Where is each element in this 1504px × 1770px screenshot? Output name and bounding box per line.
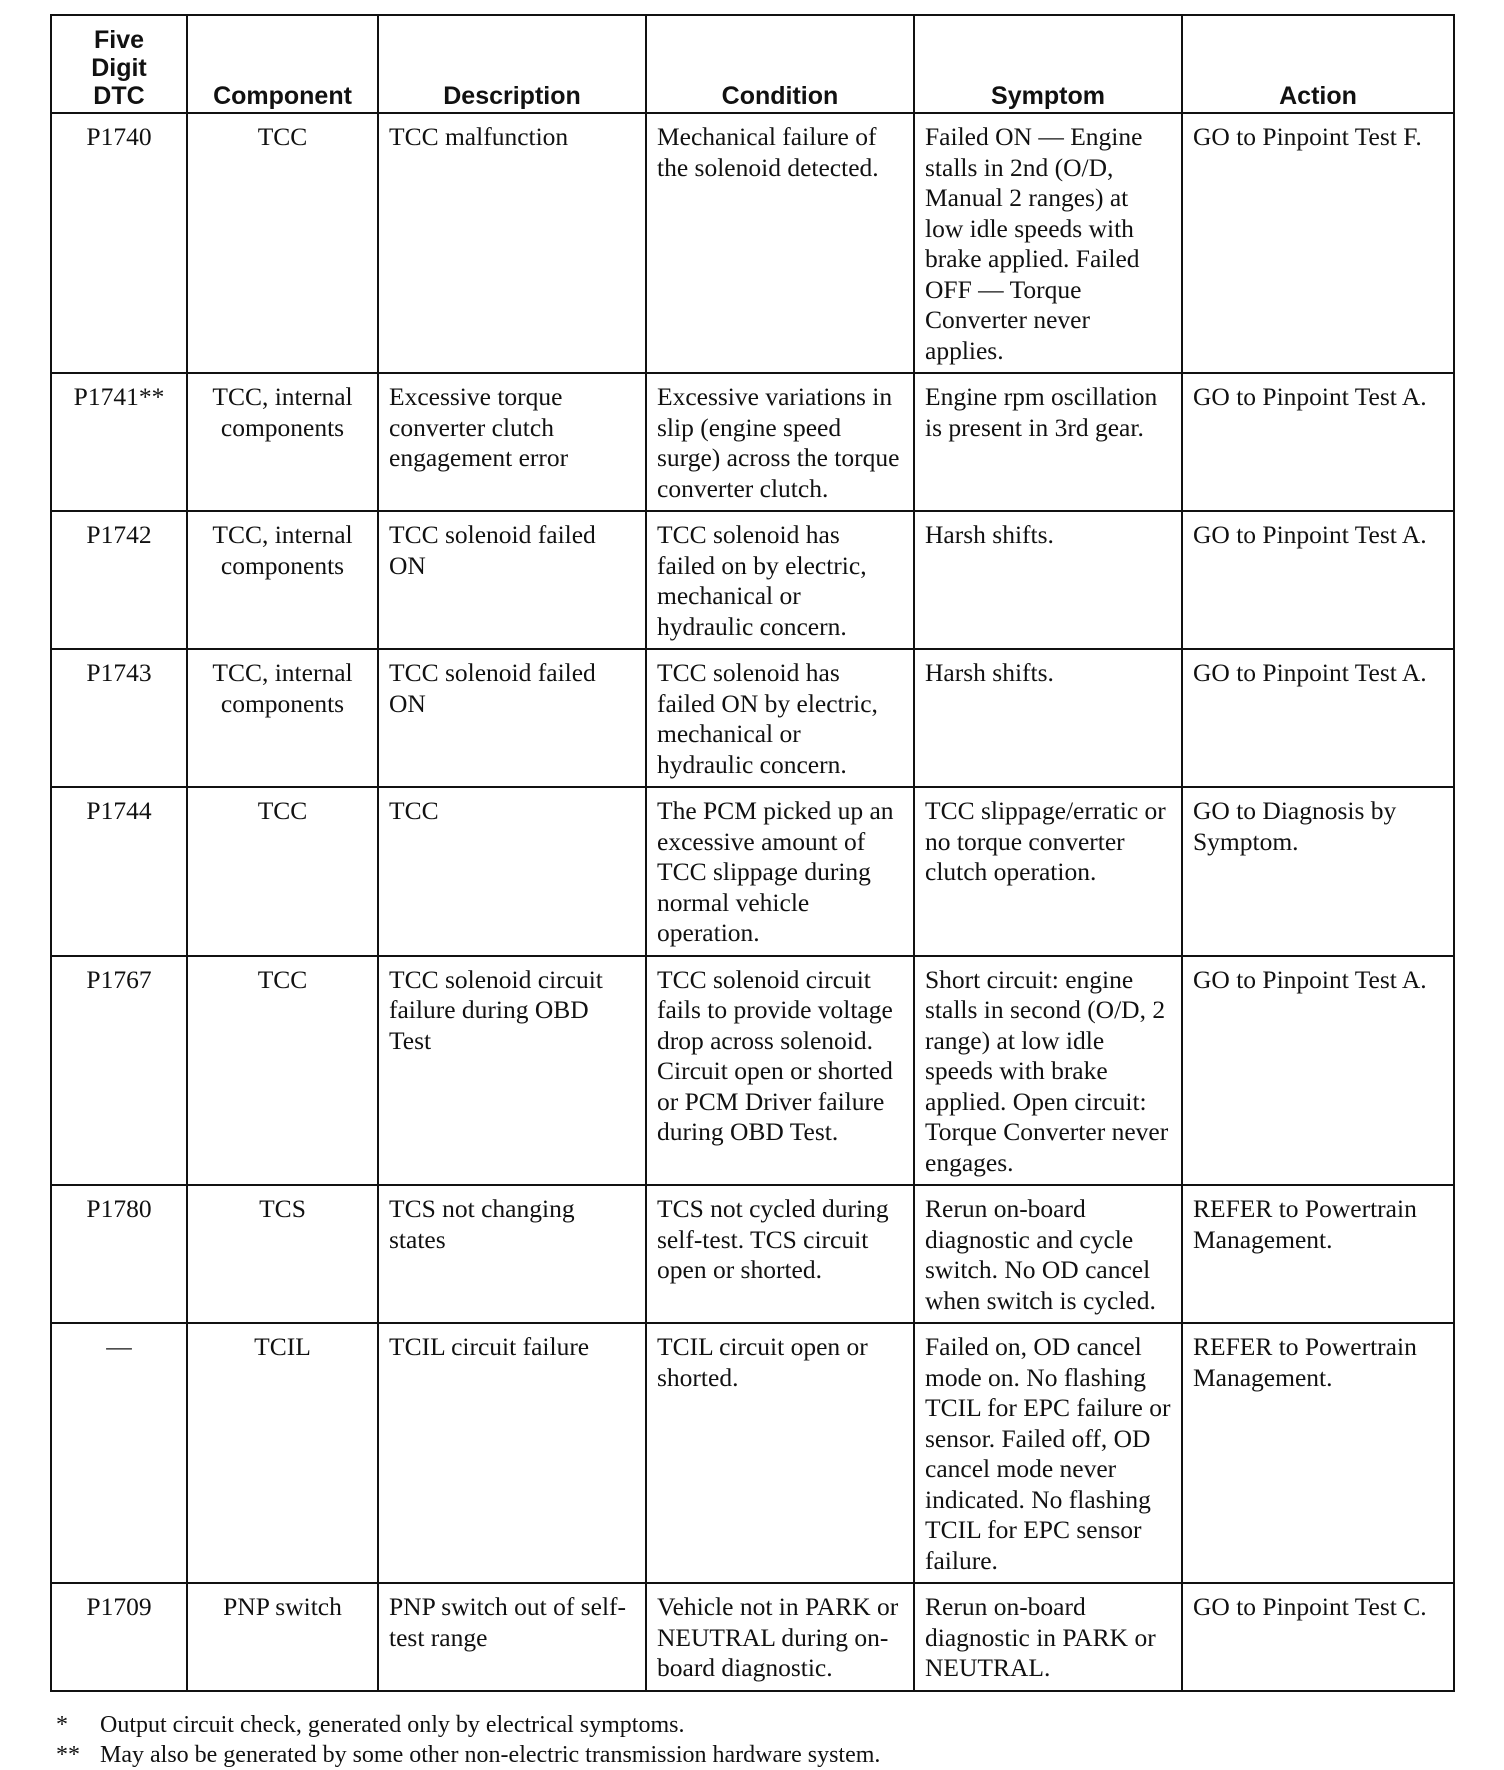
footnote-text: May also be generated by some other non-electric transmission hardware system.: [100, 1742, 881, 1768]
action-cell: REFER to Powertrain Management.: [1182, 1185, 1454, 1323]
action-cell: GO to Pinpoint Test A.: [1182, 373, 1454, 511]
component-cell: PNP switch: [187, 1583, 378, 1691]
description-cell: TCC solenoid failed ON: [378, 649, 646, 787]
table-row: [51, 787, 1454, 956]
component-cell: TCC: [187, 956, 378, 1186]
header-symptom: Symptom: [914, 15, 1182, 113]
header-dtc: Five Digit DTC: [51, 15, 187, 113]
footnote-mark: **: [56, 1742, 80, 1768]
table-row: [51, 511, 1454, 649]
condition-cell: TCS not cycled during self-test. TCS circuit open or shorted.: [646, 1185, 914, 1323]
table-row: [51, 649, 1454, 787]
action-cell: GO to Pinpoint Test A.: [1182, 956, 1454, 1186]
header-description: Description: [378, 15, 646, 113]
dtc-cell: P1767: [51, 956, 187, 1186]
table-row: [51, 373, 1454, 511]
header-action: Action: [1182, 15, 1454, 113]
dtc-cell: P1741**: [51, 373, 187, 511]
symptom-cell: TCC slippage/erratic or no torque converter clutch operation.: [914, 787, 1182, 956]
condition-cell: TCIL circuit open or shorted.: [646, 1323, 914, 1583]
component-cell: TCC: [187, 113, 378, 373]
action-cell: GO to Pinpoint Test A.: [1182, 511, 1454, 649]
description-cell: TCS not changing states: [378, 1185, 646, 1323]
table-row: [51, 1323, 1454, 1583]
symptom-cell: Failed on, OD cancel mode on. No flashing TCIL for EPC failure or sensor. Failed off, OD cancel mode never indicated. No flashing TCIL for EPC sensor failure.: [914, 1323, 1182, 1583]
dtc-cell: P1709: [51, 1583, 187, 1691]
action-cell: GO to Pinpoint Test A.: [1182, 649, 1454, 787]
condition-cell: The PCM picked up an excessive amount of TCC slippage during normal vehicle operation.: [646, 787, 914, 956]
symptom-cell: Short circuit: engine stalls in second (O/D, 2 range) at low idle speeds with brake applied. Open circuit: Torque Converter never engages.: [914, 956, 1182, 1186]
description-cell: TCC solenoid circuit failure during OBD Test: [378, 956, 646, 1186]
footnote: [56, 1710, 880, 1740]
action-cell: GO to Pinpoint Test F.: [1182, 113, 1454, 373]
action-cell: GO to Pinpoint Test C.: [1182, 1583, 1454, 1691]
component-cell: TCC, internal components: [187, 649, 378, 787]
description-cell: PNP switch out of self-test range: [378, 1583, 646, 1691]
symptom-cell: Rerun on-board diagnostic and cycle switch. No OD cancel when switch is cycled.: [914, 1185, 1182, 1323]
condition-cell: Excessive variations in slip (engine speed surge) across the torque converter clutch.: [646, 373, 914, 511]
footnotes: [56, 1710, 880, 1770]
table-row: [51, 956, 1454, 1186]
description-cell: TCIL circuit failure: [378, 1323, 646, 1583]
component-cell: TCC: [187, 787, 378, 956]
description-cell: TCC malfunction: [378, 113, 646, 373]
component-cell: TCS: [187, 1185, 378, 1323]
symptom-cell: Harsh shifts.: [914, 511, 1182, 649]
symptom-cell: Rerun on-board diagnostic in PARK or NEUTRAL.: [914, 1583, 1182, 1691]
condition-cell: TCC solenoid has failed ON by electric, mechanical or hydraulic concern.: [646, 649, 914, 787]
condition-cell: TCC solenoid circuit fails to provide voltage drop across solenoid. Circuit open or shorted or PCM Driver failure during OBD Test.: [646, 956, 914, 1186]
header-component: Component: [187, 15, 378, 113]
condition-cell: Mechanical failure of the solenoid detected.: [646, 113, 914, 373]
dtc-cell: P1744: [51, 787, 187, 956]
header-condition: Condition: [646, 15, 914, 113]
dtc-cell: P1740: [51, 113, 187, 373]
symptom-cell: Harsh shifts.: [914, 649, 1182, 787]
description-cell: TCC solenoid failed ON: [378, 511, 646, 649]
action-cell: REFER to Powertrain Management.: [1182, 1323, 1454, 1583]
dtc-table: [50, 14, 1455, 1692]
component-cell: TCC, internal components: [187, 511, 378, 649]
header-row: [51, 15, 1454, 113]
symptom-cell: Engine rpm oscillation is present in 3rd gear.: [914, 373, 1182, 511]
dtc-cell: P1743: [51, 649, 187, 787]
component-cell: TCIL: [187, 1323, 378, 1583]
dtc-cell: P1742: [51, 511, 187, 649]
footnote-mark: *: [56, 1712, 68, 1738]
description-cell: TCC: [378, 787, 646, 956]
table-row: [51, 1185, 1454, 1323]
table-row: [51, 1583, 1454, 1691]
component-cell: TCC, internal components: [187, 373, 378, 511]
description-cell: Excessive torque converter clutch engagement error: [378, 373, 646, 511]
footnote-text: Output circuit check, generated only by electrical symptoms.: [100, 1712, 685, 1738]
condition-cell: Vehicle not in PARK or NEUTRAL during on-board diagnostic.: [646, 1583, 914, 1691]
action-cell: GO to Diagnosis by Symptom.: [1182, 787, 1454, 956]
symptom-cell: Failed ON — Engine stalls in 2nd (O/D, Manual 2 ranges) at low idle speeds with brake applied. Failed OFF — Torque Converter never applies.: [914, 113, 1182, 373]
dtc-cell: —: [51, 1323, 187, 1583]
table-row: [51, 113, 1454, 373]
condition-cell: TCC solenoid has failed on by electric, mechanical or hydraulic concern.: [646, 511, 914, 649]
dtc-cell: P1780: [51, 1185, 187, 1323]
